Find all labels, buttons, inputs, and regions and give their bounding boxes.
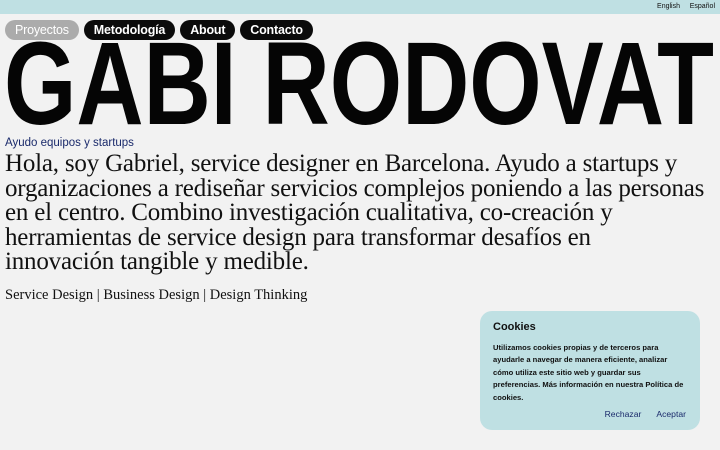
cookie-actions xyxy=(605,409,686,419)
language-spanish-link[interactable]: Español xyxy=(689,3,715,10)
cookie-banner-text: Utilizamos cookies propias y de terceros para ayudarle a navegar de manera eficiente, analizar cómo utiliza este sitio web y guardar sus preferencias. Más información en nuestra Política de cookies. xyxy=(493,343,684,402)
intro-paragraph: Hola, soy Gabriel, service designer en Barcelona. Ayudo a startups y organizaciones a rediseñar servicios complejos poniendo a las personas en el centro. Combino investigación cualitativa, co-creación y herramientas de service design para transformar desafíos en innovación tangible y medible. xyxy=(5,150,705,275)
nav-item-contacto[interactable]: Contacto xyxy=(240,20,313,40)
nav-item-metodologia[interactable]: Metodología xyxy=(84,20,175,40)
accept-cookies-button[interactable]: Aceptar xyxy=(656,409,686,419)
reject-cookies-button[interactable]: Rechazar xyxy=(604,409,642,419)
disciplines-list: Service Design | Business Design | Design Thinking xyxy=(5,287,308,303)
language-english-link[interactable]: English xyxy=(657,3,680,10)
cookie-banner xyxy=(480,311,700,430)
cookie-banner-title: Cookies xyxy=(493,321,536,333)
page-title xyxy=(4,36,716,132)
tagline: Ayudo equipos y startups xyxy=(5,137,134,149)
nav-item-proyectos[interactable]: Proyectos xyxy=(5,20,79,40)
page-title-text: GABI RODOVAT xyxy=(4,36,714,132)
top-bar xyxy=(0,0,720,14)
nav-item-about[interactable]: About xyxy=(180,20,235,40)
